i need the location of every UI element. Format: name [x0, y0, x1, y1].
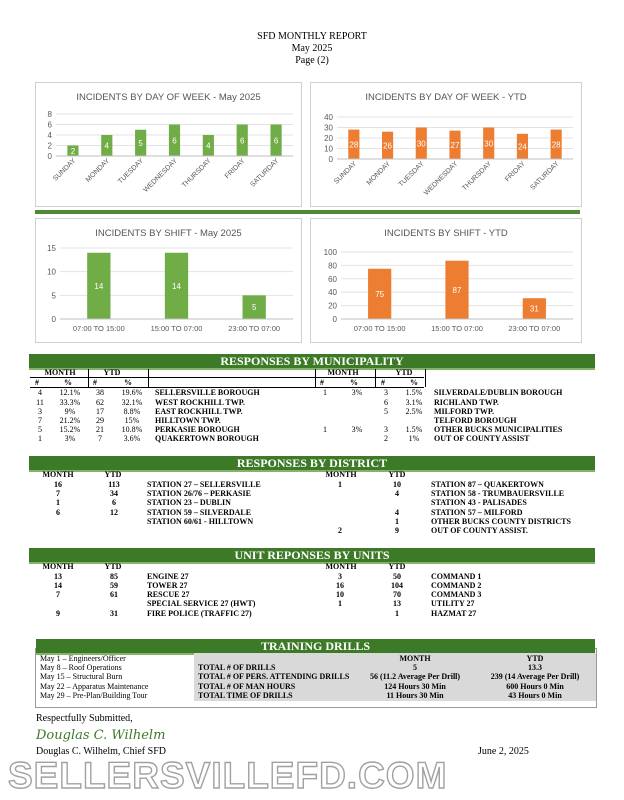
ytd-percent: 2.5%	[405, 407, 423, 416]
ytd-count: 1	[395, 517, 399, 526]
month-count: 7	[38, 416, 42, 425]
category-label: WEDNESDAY	[422, 160, 460, 197]
unit-name: UTILITY 27	[431, 599, 475, 608]
ytd-percent: 3.1%	[405, 398, 423, 407]
y-tick-label: 80	[328, 261, 337, 271]
drill-stat-month: 5	[413, 663, 417, 672]
y-tick-label: 0	[47, 152, 52, 161]
ytd-count: 1	[395, 609, 399, 618]
month-count: 6	[56, 508, 60, 517]
station-name: STATION 59 – SILVERDALE	[147, 508, 252, 517]
month-percent: 3%	[351, 388, 363, 397]
month-count: 14	[54, 581, 62, 590]
column-rule	[315, 369, 316, 387]
report-page: Page (2)	[295, 55, 329, 66]
month-header: MONTH	[325, 562, 357, 571]
drill-stat-month: 11 Hours 30 Min	[386, 691, 444, 700]
municipality-name: RICHLAND TWP.	[434, 398, 499, 407]
ytd-percent: 15%	[124, 416, 140, 425]
ytd-count: 31	[110, 609, 118, 618]
ytd-count: 10	[393, 480, 401, 489]
y-tick-label: 20	[324, 134, 333, 143]
district-banner: RESPONSES BY DISTRICT	[29, 456, 595, 472]
unit-name: SPECIAL SERVICE 27 (HWT)	[147, 599, 256, 608]
month-count: 10	[336, 590, 344, 599]
ytd-count: 50	[393, 572, 401, 581]
station-name: OTHER BUCKS COUNTY DISTRICTS	[431, 517, 571, 526]
station-name: STATION 43 - PALISADES	[431, 498, 527, 507]
data-label: 6	[172, 136, 177, 146]
unit-name: FIRE POLICE (TRAFFIC 27)	[147, 609, 252, 618]
data-label: 75	[375, 289, 385, 299]
y-tick-label: 4	[47, 131, 52, 140]
chart-day-ytd	[310, 82, 582, 207]
unit-name: COMMAND 3	[431, 590, 482, 599]
data-label: 5	[251, 303, 257, 313]
ytd-count: 3	[384, 388, 388, 397]
y-tick-label: 40	[328, 288, 337, 298]
ytd-count: 34	[110, 489, 118, 498]
data-label: 30	[484, 139, 494, 149]
drill-schedule-item: May 1 – Engineers/Officer	[40, 654, 126, 663]
signature-script: Douglas C. Wilhelm	[36, 728, 166, 743]
category-label: 07:00 TO 15:00	[72, 324, 125, 333]
municipality-name: TELFORD BOROUGH	[434, 416, 517, 425]
municipality-name: OUT OF COUNTY ASSIST	[434, 434, 530, 443]
month-count: 16	[336, 581, 344, 590]
ytd-count: 104	[391, 581, 403, 590]
unit-name: HAZMAT 27	[431, 609, 477, 618]
chart-shift-ytd	[310, 218, 582, 343]
data-label: 2	[70, 146, 76, 156]
unit-name: COMMAND 1	[431, 572, 482, 581]
ytd-count: 113	[108, 480, 120, 489]
month-header: MONTH	[42, 562, 74, 571]
station-name: STATION 23 – DUBLIN	[147, 498, 231, 507]
month-count: 11	[36, 398, 44, 407]
unit-name: COMMAND 2	[431, 581, 482, 590]
category-label: TUESDAY	[397, 160, 426, 189]
ytd-count: 38	[96, 388, 104, 397]
station-name: STATION 87 – QUAKERTOWN	[431, 480, 544, 489]
number-header: #	[320, 378, 324, 387]
ytd-count: 6	[384, 398, 388, 407]
category-label: SATURDAY	[529, 160, 561, 192]
ytd-percent: 10.8%	[121, 425, 143, 434]
drill-schedule-item: May 22 – Apparatus Maintenance	[40, 682, 149, 691]
ytd-count: 2	[384, 434, 388, 443]
y-tick-label: 60	[328, 274, 337, 284]
column-rule	[88, 369, 89, 387]
chart-divider	[35, 210, 580, 214]
ytd-count: 70	[393, 590, 401, 599]
municipality-name: SILVERDALE/DUBLIN BOROUGH	[434, 388, 563, 397]
category-label: MONDAY	[84, 157, 112, 184]
ytd-count: 61	[110, 590, 118, 599]
data-label: 26	[383, 141, 393, 151]
month-count: 1	[338, 480, 342, 489]
percent-header: %	[410, 378, 418, 387]
ytd-percent: 1%	[408, 434, 420, 443]
station-name: OUT OF COUNTY ASSIST.	[431, 526, 528, 535]
y-tick-label: 100	[323, 248, 337, 257]
ytd-count: 3	[384, 425, 388, 434]
ytd-header: YTD	[526, 654, 544, 663]
number-header: #	[381, 378, 385, 387]
drill-stat-ytd: 600 Hours 0 Min	[506, 682, 564, 691]
category-label: 23:00 TO 07:00	[508, 324, 561, 333]
column-rule	[425, 369, 426, 387]
municipality-name: EAST ROCKHILL TWP.	[155, 407, 243, 416]
ytd-count: 4	[395, 489, 399, 498]
data-label: 31	[529, 304, 539, 314]
data-label: 30	[416, 139, 426, 149]
category-label: 23:00 TO 07:00	[228, 324, 281, 333]
ytd-count: 6	[112, 498, 116, 507]
training-banner: TRAINING DRILLS	[36, 639, 595, 655]
category-label: WEDNESDAY	[142, 157, 179, 194]
category-label: THURSDAY	[461, 160, 494, 193]
ytd-header: YTD	[103, 368, 121, 377]
ytd-percent: 8.8%	[123, 407, 141, 416]
data-label: 4	[104, 141, 110, 151]
y-tick-label: 20	[328, 301, 337, 311]
chart-title: INCIDENTS BY SHIFT - YTD	[384, 228, 508, 239]
ytd-header: YTD	[395, 368, 413, 377]
chart-day-month	[35, 82, 302, 207]
ytd-count: 4	[395, 508, 399, 517]
column-rule	[375, 369, 376, 387]
data-label: 4	[206, 141, 211, 151]
drill-schedule-item: May 15 – Structural Burn	[40, 672, 123, 681]
category-label: THURSDAY	[180, 157, 213, 190]
station-name: STATION 58 - TRUMBAUERSVILLE	[431, 489, 565, 498]
month-count: 9	[56, 609, 60, 618]
data-label: 28	[349, 140, 359, 150]
category-label: FRIDAY	[504, 160, 527, 184]
chart-title: INCIDENTS BY DAY OF WEEK - May 2025	[76, 92, 261, 103]
y-tick-label: 0	[332, 315, 337, 324]
y-tick-label: 30	[324, 123, 333, 133]
ytd-percent: 1.5%	[405, 388, 423, 397]
y-tick-label: 0	[51, 315, 56, 324]
month-count: 1	[56, 498, 60, 507]
municipality-name: MILFORD TWP.	[434, 407, 495, 416]
drill-stat-ytd: 43 Hours 0 Min	[508, 691, 562, 700]
month-header: MONTH	[327, 368, 359, 377]
data-label: 14	[172, 281, 181, 291]
category-label: SUNDAY	[333, 160, 359, 186]
municipality-name: OTHER BUCKS MUNICIPALITIES	[434, 425, 563, 434]
month-count: 2	[338, 526, 342, 535]
month-count: 3	[38, 407, 42, 416]
month-header: MONTH	[399, 654, 431, 663]
drill-stat-label: TOTAL # OF DRILLS	[198, 663, 276, 672]
month-percent: 15.2%	[59, 425, 81, 434]
drill-stat-ytd: 239 (14 Average Per Drill)	[490, 672, 580, 681]
data-label: 27	[450, 140, 460, 150]
month-percent: 3%	[64, 434, 76, 443]
y-tick-label: 2	[47, 141, 52, 151]
month-percent: 3%	[351, 425, 363, 434]
month-count: 16	[54, 480, 62, 489]
unit-name: TOWER 27	[147, 581, 188, 590]
municipality-name: PERKASIE BOROUGH	[155, 425, 240, 434]
ytd-percent: 1.5%	[405, 425, 423, 434]
data-label: 87	[452, 285, 462, 295]
month-percent: 9%	[64, 407, 76, 416]
ytd-percent: 19.6%	[121, 388, 143, 397]
report-header	[0, 31, 624, 67]
y-tick-label: 40	[324, 113, 333, 122]
data-label: 6	[239, 136, 245, 146]
ytd-count: 9	[395, 526, 399, 535]
month-percent: 33.3%	[59, 398, 81, 407]
category-label: MONDAY	[365, 160, 392, 187]
drill-stat-month: 124 Hours 30 Min	[384, 682, 446, 691]
report-month: May 2025	[291, 43, 333, 54]
report-date: June 2, 2025	[478, 746, 529, 757]
municipality-name: SELLERSVILLE BOROUGH	[155, 388, 260, 397]
ytd-count: 59	[110, 581, 118, 590]
y-tick-label: 0	[328, 155, 333, 164]
ytd-percent: 3.6%	[123, 434, 141, 443]
chart-shift-month	[35, 218, 302, 343]
month-count: 1	[323, 425, 327, 434]
percent-header: %	[64, 378, 72, 387]
drill-stat-month: 56 (11.2 Average Per Drill)	[369, 672, 461, 681]
number-header: #	[93, 378, 97, 387]
municipality-name: QUAKERTOWN BOROUGH	[155, 434, 259, 443]
month-count: 1	[38, 434, 42, 443]
report-title: SFD MONTHLY REPORT	[257, 31, 367, 42]
category-label: FRIDAY	[223, 157, 247, 181]
month-count: 7	[56, 489, 60, 498]
chart-title: INCIDENTS BY DAY OF WEEK - YTD	[365, 92, 527, 103]
ytd-count: 7	[98, 434, 102, 443]
municipality-name: HILLTOWN TWP.	[155, 416, 221, 425]
drill-schedule-item: May 29 – Pre-Plan/Building Tour	[40, 691, 148, 700]
ytd-count: 29	[96, 416, 104, 425]
municipality-banner: RESPONSES BY MUNICIPALITY	[29, 354, 595, 370]
station-name: STATION 27 – SELLERSVILLE	[147, 480, 261, 489]
ytd-header: YTD	[388, 470, 406, 479]
ytd-count: 85	[110, 572, 118, 581]
data-label: 5	[138, 138, 143, 148]
ytd-count: 12	[110, 508, 118, 517]
category-label: SUNDAY	[52, 157, 78, 183]
ytd-header: YTD	[388, 562, 406, 571]
unit-name: ENGINE 27	[147, 572, 189, 581]
header-rule	[30, 377, 424, 378]
chief-name: Douglas C. Wilhelm, Chief SFD	[36, 746, 166, 757]
ytd-count: 17	[96, 407, 104, 416]
category-label: 07:00 TO 15:00	[353, 324, 406, 333]
ytd-count: 5	[384, 407, 388, 416]
respectfully-submitted: Respectfully Submitted,	[36, 713, 133, 724]
y-tick-label: 10	[324, 144, 333, 154]
y-tick-label: 5	[51, 291, 56, 301]
month-count: 13	[54, 572, 62, 581]
month-count: 5	[38, 425, 42, 434]
category-label: TUESDAY	[117, 157, 146, 186]
municipality-name: WEST ROCKHILL TWP.	[155, 398, 245, 407]
month-count: 4	[38, 388, 42, 397]
station-name: STATION 60/61 - HILLTOWN	[147, 517, 254, 526]
number-header: #	[35, 378, 39, 387]
y-tick-label: 15	[47, 244, 56, 253]
unit-name: RESCUE 27	[147, 590, 190, 599]
month-header: MONTH	[42, 470, 74, 479]
month-count: 1	[338, 599, 342, 608]
ytd-percent: 32.1%	[121, 398, 143, 407]
month-count: 7	[56, 590, 60, 599]
category-label: 15:00 TO 07:00	[150, 324, 203, 333]
ytd-header: YTD	[104, 470, 122, 479]
month-header: MONTH	[325, 470, 357, 479]
percent-header: %	[350, 378, 358, 387]
category-label: SATURDAY	[249, 157, 281, 189]
ytd-count: 13	[393, 599, 401, 608]
drill-schedule-item: May 8 – Roof Operations	[40, 663, 122, 672]
y-tick-label: 8	[47, 110, 52, 119]
data-label: 28	[551, 140, 561, 150]
drill-stat-ytd: 13.3	[528, 663, 542, 672]
ytd-count: 62	[96, 398, 104, 407]
month-percent: 21.2%	[59, 416, 81, 425]
website-footer: SELLERSVILLEFD.COM	[8, 755, 448, 796]
ytd-count: 21	[96, 425, 104, 434]
drill-stat-label: TOTAL TIME OF DRILLS	[198, 691, 293, 700]
data-label: 14	[94, 281, 104, 291]
ytd-header: YTD	[104, 562, 122, 571]
data-label: 24	[517, 142, 527, 152]
data-label: 6	[273, 136, 279, 146]
y-tick-label: 10	[47, 267, 56, 277]
month-count: 3	[338, 572, 342, 581]
column-rule	[148, 369, 149, 387]
category-label: 15:00 TO 07:00	[431, 324, 483, 333]
month-count: 1	[323, 388, 327, 397]
drill-stat-label: TOTAL # OF PERS. ATTENDING DRILLS	[198, 672, 350, 681]
drill-stat-label: TOTAL # OF MAN HOURS	[198, 682, 296, 691]
chart-title: INCIDENTS BY SHIFT - May 2025	[95, 228, 242, 239]
month-percent: 12.1%	[59, 388, 81, 397]
month-header: MONTH	[44, 368, 76, 377]
units-banner: UNIT REPONSES BY UNITS	[29, 548, 595, 564]
percent-header: %	[124, 378, 132, 387]
station-name: STATION 57 – MILFORD	[431, 508, 523, 517]
station-name: STATION 26/76 – PERKASIE	[147, 489, 251, 498]
y-tick-label: 6	[47, 120, 52, 130]
